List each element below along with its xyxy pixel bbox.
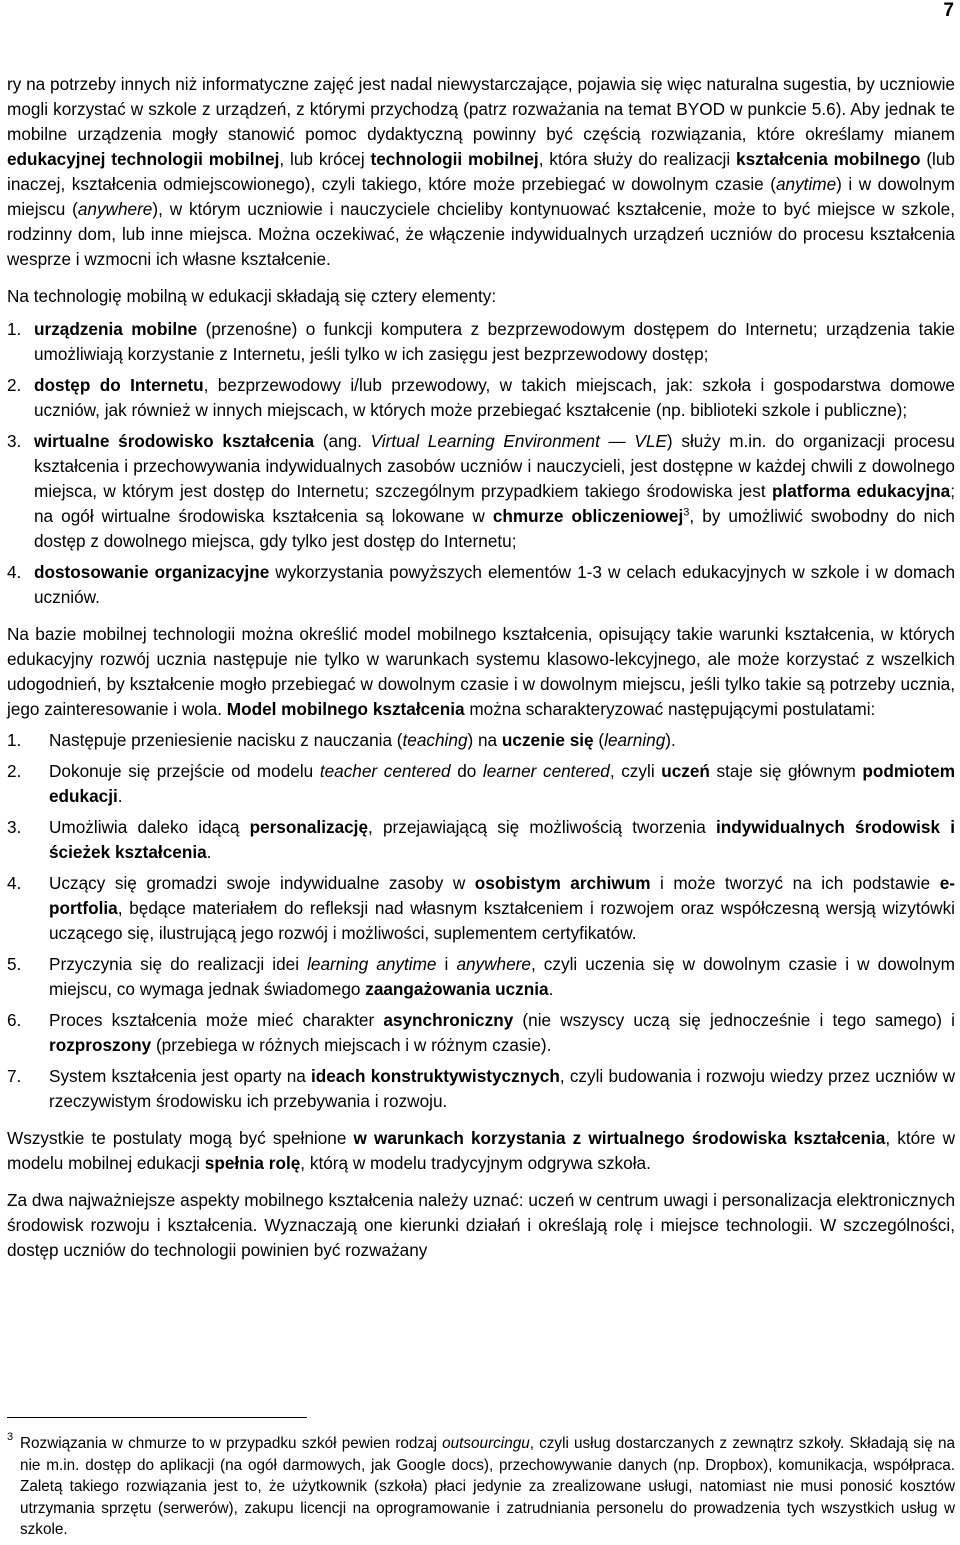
list-item: 5. Przyczynia się do realizacji idei learning anytime i anywhere, czyli uczenia się w dowolnym czasie i w dowolnym miejscu, co wymaga jednak świadomego zaangażowania ucznia.: [7, 954, 955, 999]
model-paragraph: Na bazie mobilnej technologii można określić model mobilnego kształcenia, opisujący takie warunki kształcenia, w których edukacyjny rozwój ucznia następuje nie tylko w warunkach systemu klasowo-lekcyjnego, ale może korzystać z wszelkich udogodnień, by kształcenie mogło przebiegać w dowolnym czasie i w dowolnym miejscu, jeśli tylko takie są potrzeby ucznia, jego zainteresowanie i wola. Model mobilnego kształcenia można scharakteryzować następującymi postulatami:: [7, 624, 955, 719]
postulates-list: [7, 728, 955, 1114]
page-body: [7, 72, 955, 1263]
list-item: 3. wirtualne środowisko kształcenia (ang. Virtual Learning Environment — VLE) służy m.in. do organizacji procesu kształcenia i przechowywania indywidualnych zasobów uczniów i nauczycieli, jest dostępne w każdej chwili z dowolnego miejsca, w którym jest dostęp do Internetu; szczególnym przypadkiem takiego środowiska jest platforma edukacyjna; na ogół wirtualne środowiska kształcenia są lokowane w chmurze obliczeniowej$^3$, by umożliwić swobodny do nich dostęp z dowolnego miejsca, gdy tylko jest dostęp do Internetu;: [7, 431, 955, 551]
list-item: 7. System kształcenia jest oparty na ideach konstruktywistycznych, czyli budowania i rozwoju wiedzy przez uczniów w rzeczywistym środowisku ich przebywania i rozwoju.: [7, 1066, 955, 1111]
elements-intro: Na technologię mobilną w edukacji składają się cztery elementy:: [7, 286, 497, 306]
elements-list: [7, 317, 955, 610]
intro-paragraph: ry na potrzeby innych niż informatyczne zajęć jest nadal niewystarczające, pojawia się więc naturalna sugestia, by uczniowie mogli korzystać w szkole z urządzeń, z którymi przychodzą (patrz rozważania na temat BYOD w punkcie 5.6). Aby jednak te mobilne urządzenia mogły stanowić pomoc dydaktyczną powinny być częścią rozwiązania, które określamy mianem edukacyjnej technologii mobilnej, lub krócej technologii mobilnej, która służy do realizacji kształcenia mobilnego (lub inaczej, kształcenia odmiejscowionego), czyli takiego, które może przebiegać w dowolnym czasie (anytime) i w dowolnym miejscu (anywhere), w którym uczniowie i nauczyciele chcieliby kontynuować kształcenie, może to być miejsce w szkole, rodzinny dom, lub inne miejsca. Można oczekiwać, że włączenie indywidualnych urządzeń uczniów do procesu kształcenia wesprze i wzmocni ich własne kształcenie.: [7, 74, 955, 269]
list-item: 1. urządzenia mobilne (przenośne) o funkcji komputera z bezprzewodowym dostępem do Internetu; urządzenia takie umożliwiają korzystanie z Internetu, jeśli tylko w ich zasięgu jest bezprzewodowy dostęp;: [7, 319, 955, 364]
footnote-reference[interactable]: 3: [683, 506, 690, 519]
list-item: 4. dostosowanie organizacyjne wykorzystania powyższych elementów 1-3 w celach edukacyjnych w szkole i w domach uczniów.: [7, 562, 955, 607]
list-item: 6. Proces kształcenia może mieć charakter asynchroniczny (nie wszyscy uczą się jednocześnie i tego samego) i rozproszony (przebiega w różnych miejscach i w różnym czasie).: [7, 1010, 955, 1055]
list-item: 2. dostęp do Internetu, bezprzewodowy i/lub przewodowy, w takich miejscach, jak: szkoła i gospodarstwa domowe uczniów, jak również w innych miejscach, w których może przebiegać kształcenie (np. biblioteki szkole i publiczne);: [7, 375, 955, 420]
page-number: 7: [943, 0, 954, 21]
list-item: 1. Następuje przeniesienie nacisku z nauczania (teaching) na uczenie się (learning).: [7, 730, 676, 750]
footnote: [7, 1433, 955, 1541]
list-item: 4. Uczący się gromadzi swoje indywidualne zasoby w osobistym archiwum i może tworzyć na ich podstawie e-portfolia, będące materiałem do refleksji nad własnym kształceniem i rozwojem oraz współczesną wersją wizytówki uczącego się, ilustrującą jego rozwój i możliwości, suplementem certyfikatów.: [7, 873, 955, 943]
list-item: 2. Dokonuje się przejście od modelu teacher centered do learner centered, czyli uczeń staje się głównym podmiotem edukacji.: [7, 761, 955, 806]
postulates-paragraph: Wszystkie te postulaty mogą być spełnione w warunkach korzystania z wirtualnego środowiska kształcenia, które w modelu mobilnej edukacji spełnia rolę, którą w modelu tradycyjnym odgrywa szkoła.: [7, 1128, 955, 1173]
footnote-text: Rozwiązania w chmurze to w przypadku szkół pewien rodzaj outsourcingu, czyli usług dostarczanych z zewnątrz szkoły. Składają się na nie m.in. dostęp do aplikacji (na ogół darmowych, jak Google docs), przechowywanie danych (np. Dropbox), komunikacja, współpraca. Zaletą takiego rozwiązania jest to, że użytkownik (szkoła) płaci jedynie za zrealizowane usługi, natomiast nie musi ponosić kosztów utrzymania sprzętu (serwerów), zakupu licencji na oprogramowanie i zatrudniania personelu do prowadzenia tych wszystkich usług w szkole.: [20, 1435, 955, 1538]
aspects-paragraph: Za dwa najważniejsze aspekty mobilnego kształcenia należy uznać: uczeń w centrum uwagi i personalizacja elektronicznych środowisk rozwoju i kształcenia. Wyznaczają one kierunki działań i określają rolę i miejsce technologii. W szczególności, dostęp uczniów do technologii powinien być rozważany: [7, 1190, 955, 1260]
footnote-mark: 3: [7, 1431, 14, 1443]
list-item: 3. Umożliwia daleko idącą personalizację, przejawiającą się możliwością tworzenia indywidualnych środowisk i ścieżek kształcenia.: [7, 817, 955, 862]
footnote-separator: [7, 1417, 307, 1418]
